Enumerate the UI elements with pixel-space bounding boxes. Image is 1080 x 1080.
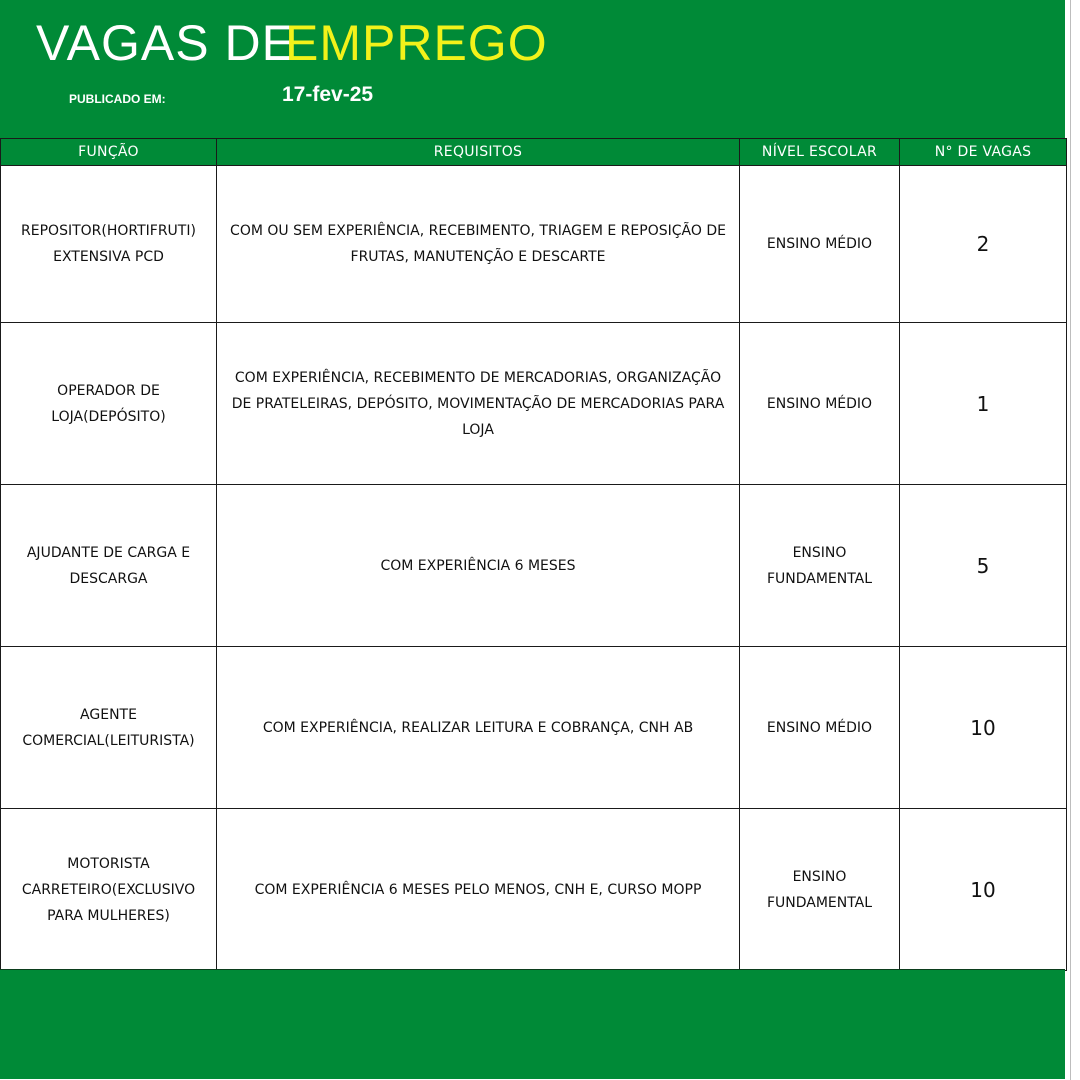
cell-requisitos: COM EXPERIÊNCIA, REALIZAR LEITURA E COBRANÇA, CNH AB	[217, 647, 740, 809]
header-banner	[0, 0, 1065, 139]
cell-vagas: 2	[900, 166, 1067, 323]
cell-nivel-escolar: ENSINO MÉDIO	[740, 323, 900, 485]
table-header-row	[1, 139, 1067, 166]
table-row	[1, 809, 1067, 971]
cell-vagas: 10	[900, 809, 1067, 971]
title-emprego: EMPREGO	[285, 15, 548, 71]
page-edge-divider	[1070, 0, 1071, 1080]
table-row	[1, 323, 1067, 485]
cell-funcao: AJUDANTE DE CARGA E DESCARGA	[1, 485, 217, 647]
published-date: 17-fev-25	[282, 83, 374, 106]
cell-funcao: MOTORISTA CARRETEIRO(EXCLUSIVO PARA MULHERES)	[1, 809, 217, 971]
title-vagas-de: VAGAS DE	[36, 15, 296, 71]
cell-funcao: AGENTE COMERCIAL(LEITURISTA)	[1, 647, 217, 809]
cell-nivel-escolar: ENSINO FUNDAMENTAL	[740, 485, 900, 647]
cell-requisitos: COM EXPERIÊNCIA, RECEBIMENTO DE MERCADORIAS, ORGANIZAÇÃO DE PRATELEIRAS, DEPÓSITO, MOVIMENTAÇÃO DE MERCADORIAS PARA LOJA	[217, 323, 740, 485]
cell-funcao: OPERADOR DE LOJA(DEPÓSITO)	[1, 323, 217, 485]
cell-nivel-escolar: ENSINO FUNDAMENTAL	[740, 809, 900, 971]
cell-vagas: 1	[900, 323, 1067, 485]
cell-requisitos: COM OU SEM EXPERIÊNCIA, RECEBIMENTO, TRIAGEM E REPOSIÇÃO DE FRUTAS, MANUTENÇÃO E DESCARTE	[217, 166, 740, 323]
jobs-table	[0, 138, 1067, 971]
column-header-vagas: N° DE VAGAS	[900, 139, 1067, 166]
cell-vagas: 10	[900, 647, 1067, 809]
footer-banner	[0, 969, 1065, 1079]
cell-vagas: 5	[900, 485, 1067, 647]
cell-funcao: REPOSITOR(HORTIFRUTI) EXTENSIVA PCD	[1, 166, 217, 323]
cell-requisitos: COM EXPERIÊNCIA 6 MESES PELO MENOS, CNH E, CURSO MOPP	[217, 809, 740, 971]
cell-nivel-escolar: ENSINO MÉDIO	[740, 166, 900, 323]
table-row	[1, 485, 1067, 647]
cell-requisitos: COM EXPERIÊNCIA 6 MESES	[217, 485, 740, 647]
published-label: PUBLICADO EM:	[69, 92, 166, 106]
column-header-requisitos: REQUISITOS	[217, 139, 740, 166]
column-header-nivel-escolar: NÍVEL ESCOLAR	[740, 139, 900, 166]
column-header-funcao: FUNÇÃO	[1, 139, 217, 166]
cell-nivel-escolar: ENSINO MÉDIO	[740, 647, 900, 809]
table-row	[1, 166, 1067, 323]
table-row	[1, 647, 1067, 809]
